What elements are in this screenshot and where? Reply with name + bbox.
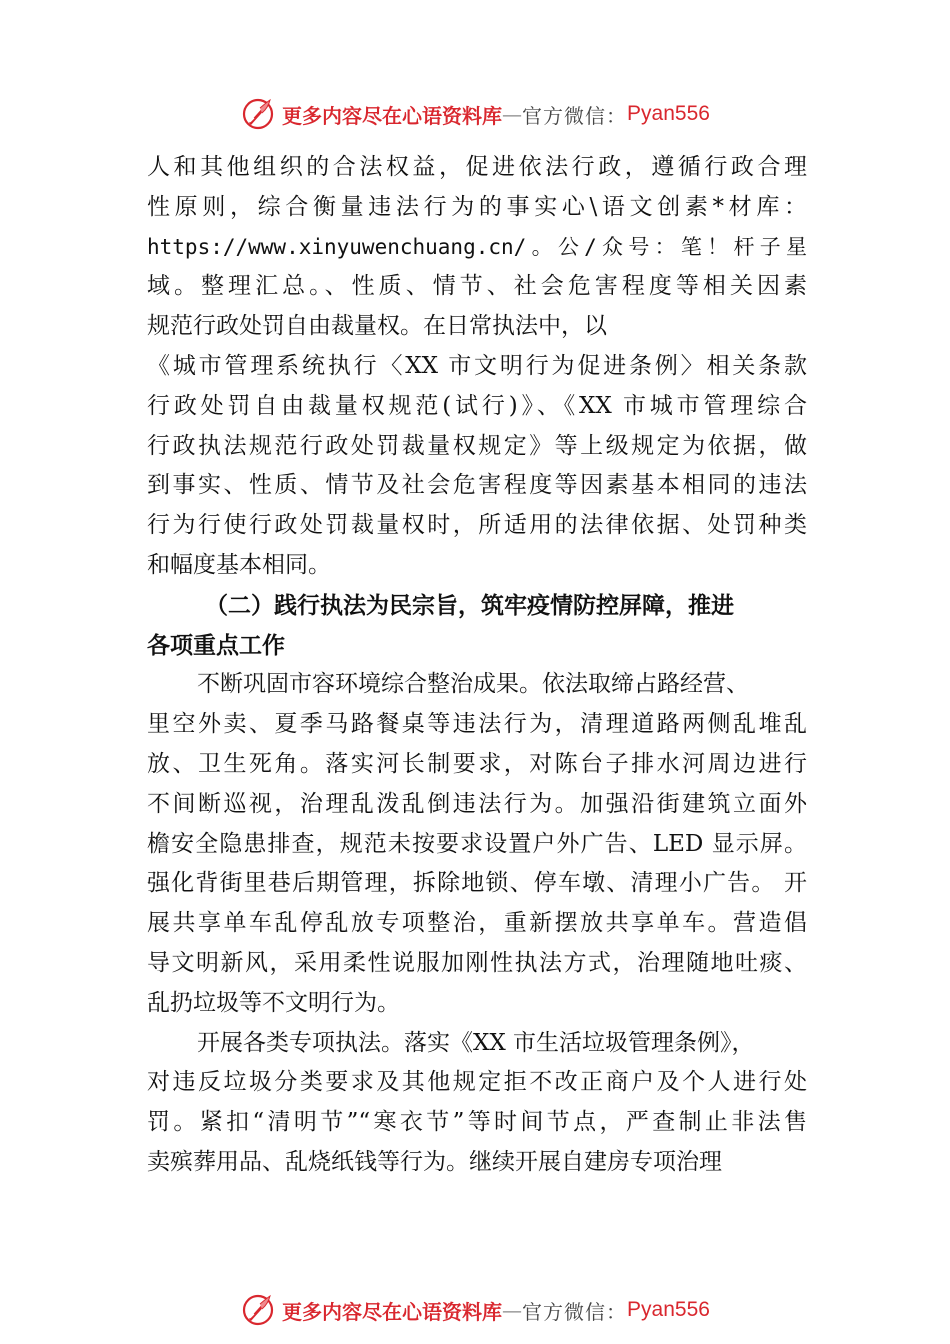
text-line: 和幅度基本相同。: [147, 551, 331, 578]
banner-brand-text: 更多内容尽在心语资料库: [282, 1299, 503, 1324]
text-line: 罚。紧扣“清明节”“寒衣节”等时间节点，严查制止非法售: [147, 1109, 807, 1136]
footer-banner: [0, 1290, 950, 1330]
text-line-url: https://www.xinyuwenchuang.cn/。公/众号：笔！杆子星: [147, 234, 807, 259]
banner-wechat-label: 官方微信：: [522, 103, 628, 128]
banner-wechat-id: Pyan556: [627, 102, 710, 125]
quill-pen-logo-icon: [240, 1292, 276, 1328]
text-line: 卖殡葬用品、乱烧纸钱等行为。继续开展自建房专项治理: [147, 1148, 722, 1175]
banner-separator: —: [502, 102, 523, 126]
text-line: 域。整理汇总。、性质、情节、社会危害程度等相关因素: [147, 273, 807, 300]
banner-separator: —: [502, 1298, 523, 1322]
text-line: 行政执法规范行政处罚裁量权规定》等上级规定为依据，做: [147, 432, 807, 459]
document-body: [147, 148, 807, 1183]
text-line: 强化背街里巷后期管理，拆除地锁、停车墩、清理小广告。 开: [147, 870, 807, 897]
text-line: 行为行使行政处罚裁量权时，所适用的法律依据、处罚种类: [147, 512, 807, 539]
text-line: 不间断巡视，治理乱泼乱倒违法行为。加强沿街建筑立面外: [147, 790, 807, 817]
text-line: 乱扔垃圾等不文明行为。: [147, 989, 400, 1016]
text-line: 人和其他组织的合法权益，促进依法行政，遵循行政合理: [147, 154, 807, 180]
banner-wechat-label: 官方微信：: [522, 1299, 628, 1324]
text-line: 檐安全隐患排查，规范未按要求设置户外广告、LED 显示屏。: [147, 830, 807, 857]
header-banner: [0, 94, 950, 134]
banner-brand-text: 更多内容尽在心语资料库: [282, 103, 503, 128]
text-line: 行政处罚自由裁量权规范(试行)》、《XX 市城市管理综合: [147, 392, 807, 419]
section-heading: （二）践行执法为民宗旨，筑牢疫情防控屏障，推进: [205, 591, 734, 619]
quill-pen-logo-icon: [240, 96, 276, 132]
banner-wechat-id: Pyan556: [627, 1298, 710, 1321]
text-line: 规范行政处罚自由裁量权。在日常执法中，以: [147, 313, 607, 340]
text-line: 导文明新风，采用柔性说服加刚性执法方式，治理随地吐痰、: [147, 949, 807, 976]
text-line: 放、卫生死角。落实河长制要求，对陈台子排水河周边进行: [147, 750, 807, 777]
text-line: 到事实、性质、情节及社会危害程度等因素基本相同的违法: [147, 472, 807, 499]
text-line: 展共享单车乱停乱放专项整治，重新摆放共享单车。营造倡: [147, 910, 807, 937]
text-line: 性原则，综合衡量违法行为的事实心\语文创素*材库：: [147, 193, 807, 220]
text-line: 《城市管理系统执行〈XX 市文明行为促进条例〉相关条款: [147, 352, 807, 379]
text-line: 对违反垃圾分类要求及其他规定拒不改正商户及个人进行处: [147, 1069, 807, 1096]
paragraph-start: 开展各类专项执法。落实《XX 市生活垃圾管理条例》，: [197, 1029, 755, 1056]
text-line: 里空外卖、夏季马路餐桌等违法行为，清理道路两侧乱堆乱: [147, 711, 807, 738]
paragraph-start: 不断巩固市容环境综合整治成果。依法取缔占路经营、: [197, 671, 749, 698]
section-heading-continued: 各项重点工作: [147, 631, 285, 659]
